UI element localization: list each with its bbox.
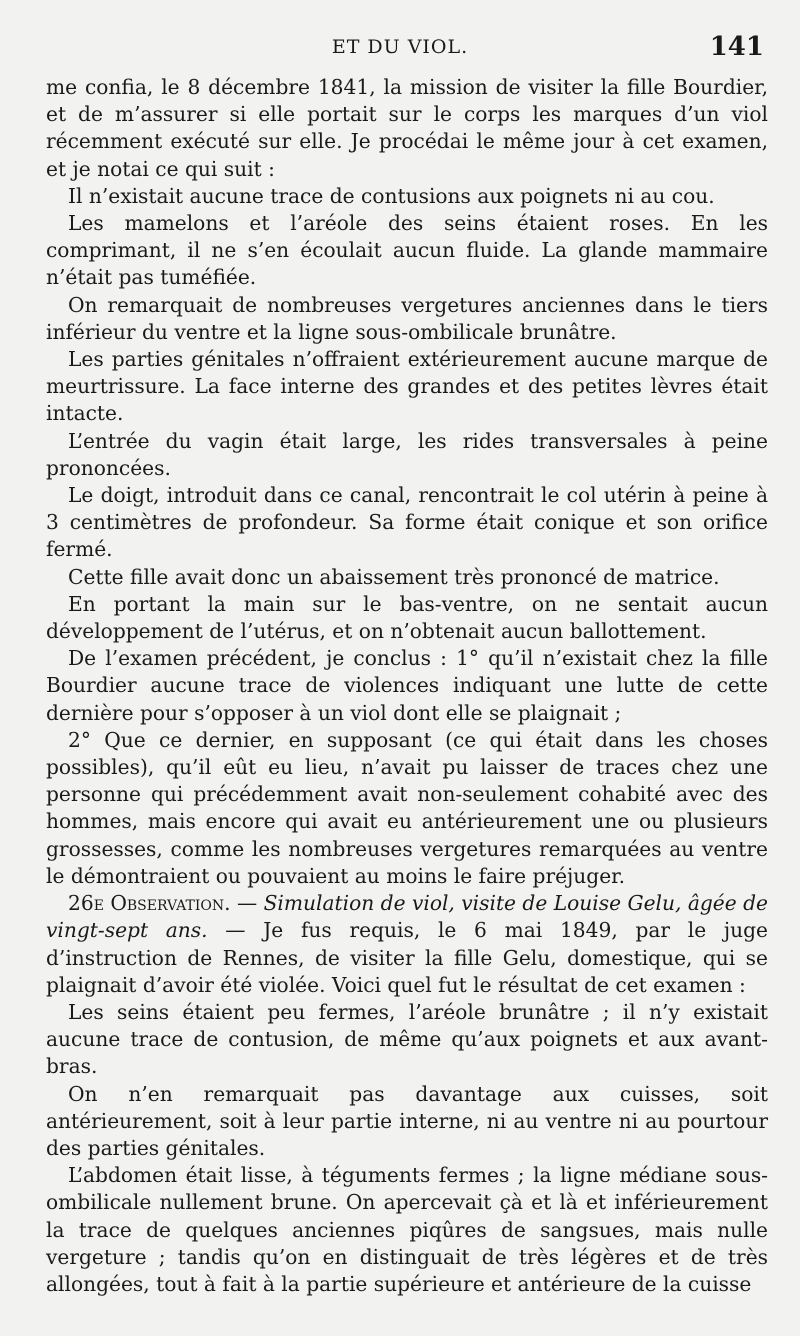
page-number: 141 — [709, 32, 764, 62]
observation-text: — Je fus requis, le 6 mai 1849, par le juge d’instruction de Rennes, de visiter la fille Gelu, domestique, qui se plaignait d’avoir été violée. Voici quel fut le résultat de cet examen : — [46, 918, 768, 997]
observation-heading: 26e Observation. — [68, 891, 231, 916]
paragraph: Les seins étaient peu fermes, l’aréole brunâtre ; il n’y existait aucune trace de contusion, de même qu’aux poignets et aux avant-bras. — [46, 999, 768, 1079]
paragraph: me confia, le 8 décembre 1841, la mission de visiter la fille Bourdier, et de m’assurer si elle portait sur le corps les marques d’un viol récemment exécuté sur elle. Je procédai le même jour à cet examen, et je notai ce qui suit : — [46, 75, 768, 181]
paragraph: On n’en remarquait pas davantage aux cuisses, soit antérieurement, soit à leur partie interne, ni au ventre ni au pourtour des parties génitales. — [46, 1081, 768, 1160]
observation-dash: — — [230, 891, 264, 916]
paragraph: Il n’existait aucune trace de contusions aux poignets ni au cou. — [68, 183, 715, 208]
paragraph: En portant la main sur le bas-ventre, on ne sentait aucun développement de l’utérus, et on n’obtenait aucun ballottement. — [46, 591, 768, 644]
paragraph: De l’examen précédent, je conclus : 1° qu’il n’existait chez la fille Bourdier aucune trace de violences indiquant une lutte de cette dernière pour s’opposer à un viol dont elle se plaignait ; — [46, 646, 768, 725]
paragraph: Cette fille avait donc un abaissement très prononcé de matrice. — [68, 564, 720, 589]
observation-subtitle: Simulation de viol, visite de Louise Gelu, âgée de vingt-sept ans. — [46, 891, 768, 943]
paragraph: Le doigt, introduit dans ce canal, rencontrait le col utérin à peine à 3 centimètres de profondeur. Sa forme était conique et son orifice fermé. — [46, 483, 768, 562]
paragraph: Les parties génitales n’offraient extérieurement aucune marque de meurtrissure. La face interne des grandes et des petites lèvres était intacte. — [46, 347, 768, 426]
paragraph: L’abdomen était lisse, à téguments fermes ; la ligne médiane sous-ombilicale nullement brune. On apercevait çà et là et inférieurement la trace de quelques anciennes piqûres de sangsues, mais nulle vergeture ; tandis qu’on en distinguait de très légères et de très allongées, tout à fait à la partie supérieure et antérieure de la cuisse — [46, 1163, 768, 1296]
running-header — [0, 32, 800, 66]
running-title: ET DU VIOL. — [331, 36, 469, 58]
observation-paragraph — [46, 890, 768, 999]
paragraph: On remarquait de nombreuses vergetures anciennes dans le tiers inférieur du ventre et la ligne sous-ombilicale brunâtre. — [46, 292, 768, 344]
paragraph: Les mamelons et l’aréole des seins étaient roses. En les comprimant, il ne s’en écoulait aucun fluide. La glande mammaire n’était pas tuméfiée. — [46, 211, 768, 290]
body-text — [46, 74, 768, 1298]
paragraph: 2° Que ce dernier, en supposant (ce qui était dans les choses possibles), qu’il eût eu lieu, n’avait pu laisser de traces chez une personne qui précédemment avait non-seulement cohabité avec des hommes, mais encore qui avait eu antérieurement une ou plusieurs grossesses, comme les nombreuses vergetures remarquées au ventre le démontraient ou pouvaient au moins le faire préjuger. — [46, 727, 768, 888]
paragraph: L’entrée du vagin était large, les rides transversales à peine prononcées. — [46, 428, 768, 480]
